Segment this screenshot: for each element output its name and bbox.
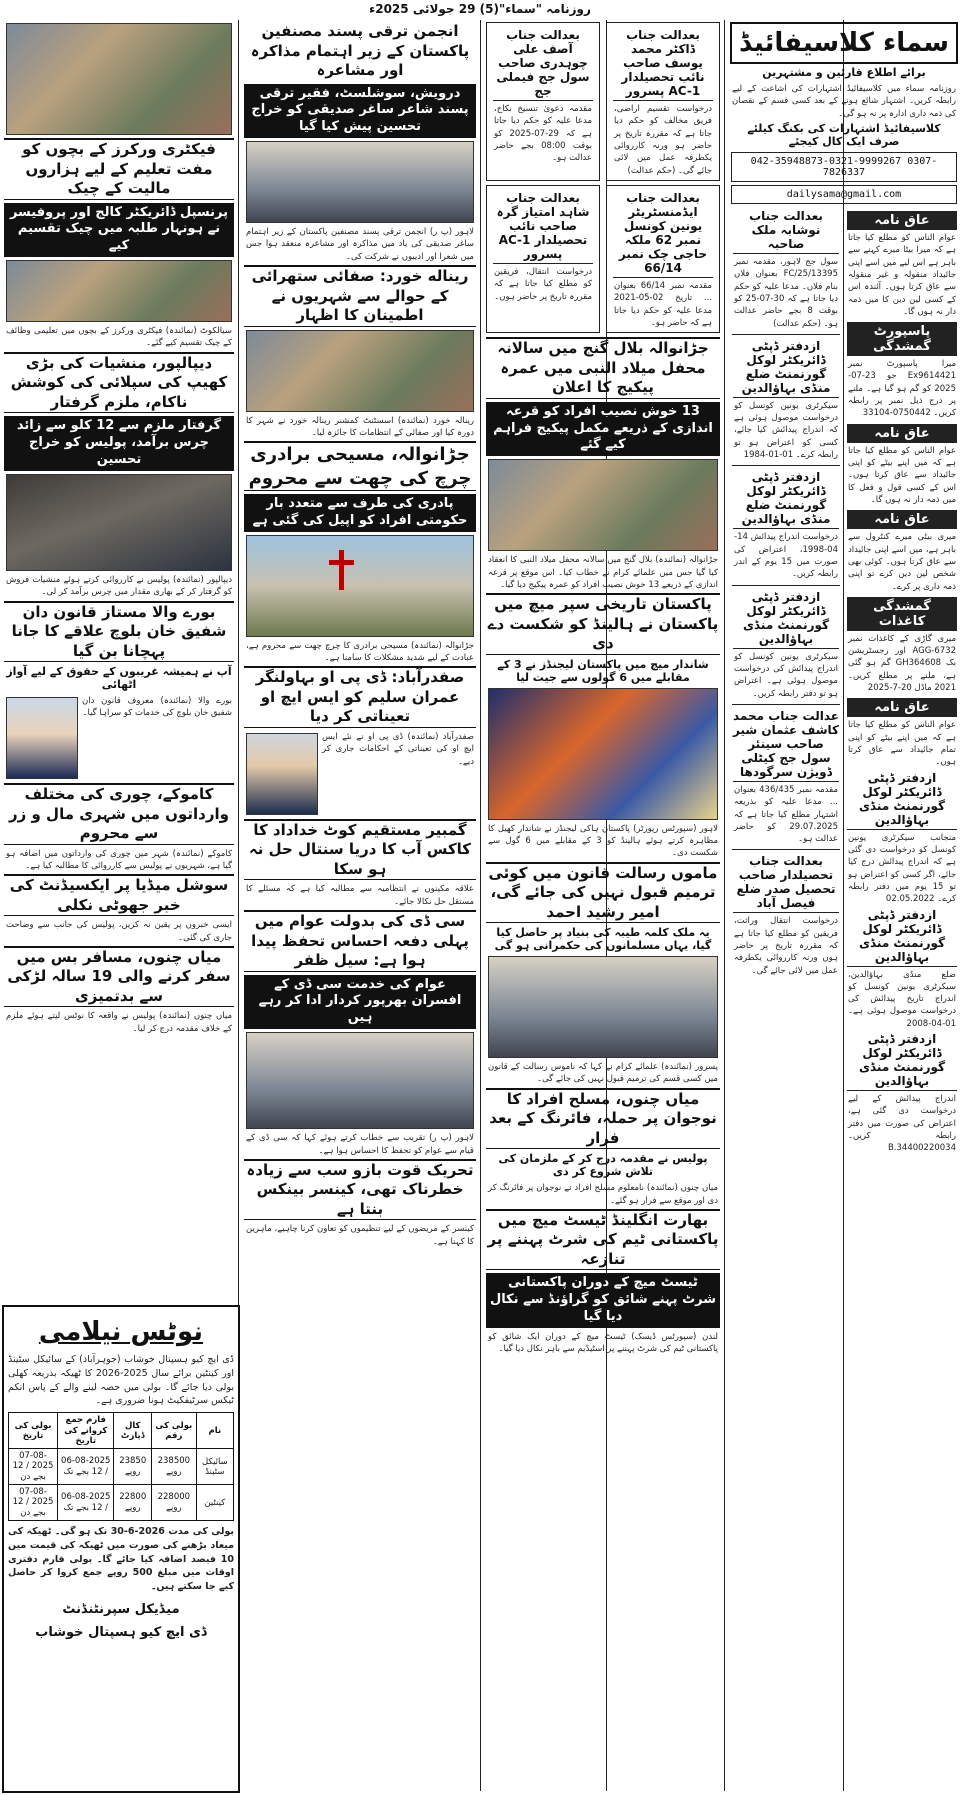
news-headline: انجمن ترقی پسند مصنفین پاکستان کے زیر اہتمام مذاکرہ اور مشاعرہ <box>250 22 470 79</box>
news-subheadline: 13 خوش نصیب افراد کو قرعہ اندازی کے ذریعے مکمل پیکیج فراہم کیے گئے <box>486 402 720 457</box>
notice-body: اندراج پیدائش کے لیے درخواست دی گئی ہے، اعتراض کی صورت میں دفتر رابطہ کریں۔ B.34400220034 <box>848 1094 956 1154</box>
notice-body: ضلع منڈی بہاؤالدین، سیکرٹری یونین کونسل کو اندراج تاریخ پیدائش کی درخواست موصول ہوئی ہے۔ 01-04-2008 <box>848 969 956 1029</box>
news-photo <box>246 1032 474 1129</box>
classified-title: سماء کلاسیفائیڈ <box>730 22 958 64</box>
notice-tag: عاق نامہ <box>847 698 957 717</box>
church-photo <box>246 535 474 637</box>
notice-column-right <box>844 207 960 1155</box>
news-body: علاقہ مکینوں نے انتظامیہ سے مطالبہ کیا ہے کہ مسئلے کا مستقل حل نکالا جائے۔ <box>246 884 474 907</box>
classified-subtitle: برائے اطلاع قارئین و مشتہرین <box>762 66 926 79</box>
news-body: ایسی خبروں پر یقین نہ کریں، پولیس کی جانب سے وضاحت جاری کی گئی۔ <box>6 920 232 943</box>
table-header: بولی کی تاریخ <box>9 1413 58 1449</box>
notice-heading: ازدفتر ڈپٹی ڈائریکٹر لوکل گورنمنٹ ضلع منڈی بہاؤالدین <box>733 470 839 529</box>
table-header: کال ڈپازٹ <box>114 1413 151 1449</box>
classified-phone: 042-35948873-0321-9999267 0307-7826337 <box>731 152 957 182</box>
notice-body: عوام الناس کو مطلع کیا جاتا ہے کہ میں اپنے بیٹے کو اپنی جائیداد سے عاق کرتا ہوں۔ اس کے کسی قول و فعل کا میں ذمہ دار نہ ہوں گا۔ <box>848 445 956 505</box>
news-body: لاہور (پ ر) انجمن ترقی پسند مصنفین پاکستان کے زیر اہتمام ساغر صدیقی کی یاد میں مذاکرہ اور مشاعرہ منعقد ہوا جس میں شعرا اور ادیبوں نے شرکت کی۔ <box>246 227 474 262</box>
news-subheadline: پادری کی طرف سے متعدد بار حکومتی افراد کو اپیل کی گئی ہے <box>244 494 476 532</box>
notice-heading: بعدالت جناب نوشابہ ملک صاحبہ <box>733 209 839 254</box>
notice-heading: ازدفتر ڈپٹی ڈائریکٹر لوکل گورنمنٹ منڈی بہاؤالدین <box>847 908 957 967</box>
notice-body: سیکرٹری یونین کونسل کو درخواست موصول ہوئی ہے کہ اندراج پیدائش کیا جائے، کسی کو اعتراض ہو تو رابطہ کرے۔ 01-01-1984 <box>734 400 838 461</box>
news-headline: پاکستان تاریخی سپر میچ میں پاکستان نے ہالینڈ کو شکست دے دی <box>486 593 720 655</box>
court-body: مقدمہ نمبر 66/14 بعنوان ... تاریخ 02-05-2021 مدعا علیہ کو حکم دیا جاتا ہے کہ حاضر ہو۔ <box>614 280 712 328</box>
news-headline: میاں چنوں، مسافر بس میں سفر کرنے والی 19 سالہ لڑکی سے بدتمیزی <box>4 946 234 1008</box>
news-body: لاہور (پ ر) تقریب سے خطاب کرتے ہوئے کہا کہ سی ڈی کے قیام سے عوام کو تحفظ کا احساس ہوا ہے۔ <box>246 1133 474 1156</box>
table-cell: 228000 روپے <box>151 1485 196 1521</box>
news-subheadline: پرنسپل ڈائریکٹر کالج اور پروفیسر نے ہونہار طلبہ میں چیک تقسیم کیے <box>4 203 234 258</box>
notice-body: میرا پاسپورٹ نمبر Ex9614421 جو 23-07-2025 کو گم ہو گیا ہے۔ ملنے پر درج ذیل نمبر پر رابطہ کریں۔ 0750442-33104 <box>848 359 956 419</box>
notice-body: میری گاڑی کے کاغذات نمبر AGG-6732 اور رجسٹریشن بک GH364608 گم ہو گئی ہے، ملنے پر مطلع کریں۔ 2021 ماڈل 20-7-2025 <box>848 633 956 694</box>
court-notice <box>606 185 720 333</box>
auction-terms: بولی کی مدت 2026-6-30 تک ہو گی۔ ٹھیکہ کی میعاد بڑھنے کی صورت میں ٹھیکہ کی قیمت میں 10 فیصد اضافہ کیا جائے گا۔ بولی فارم دفتری اوقات میں مبلغ 500 روپے جمع کروا کر حاصل کیے جا سکتے ہیں۔ <box>8 1526 235 1593</box>
officer-photo <box>246 733 318 815</box>
news-headline: ماموں رسالت قانون میں کوئی ترمیم قبول نہیں کی جائے گی، امیر رشید احمد <box>486 862 720 924</box>
news-headline: جڑانوالہ، مسیحی برادری چرچ کی چھت سے محروم <box>244 441 476 491</box>
news-headline: بورے والا مستاز قانون دان شفیق خان بلوچ علاقے کا جانا پہچانا بن گیا <box>4 601 234 663</box>
table-cell: 06-08-2025 / 12 بجے تک <box>58 1485 114 1521</box>
classified-contact-label: کلاسیفائیڈ اشتہارات کی بکنگ کیلئے صرف ایک کال کیجئے <box>747 121 941 148</box>
court-notice <box>606 22 720 181</box>
table-row <box>9 1449 234 1485</box>
news-body: صفدرآباد (نمائندہ) ڈی پی او نے نئے ایس ایچ او کی تعیناتی کے احکامات جاری کر دیے۔ <box>322 731 474 767</box>
news-photo <box>488 956 718 1058</box>
notice-body: مقدمہ نمبر 436/435 بعنوان ... مدعا علیہ کو بذریعہ اشتہار مطلع کیا جاتا ہے کہ 29.07.2025 کو حاضر عدالت ہو۔ <box>734 784 838 845</box>
court-notice <box>486 185 600 333</box>
news-headline: سی ڈی کی بدولت عوام میں پہلی دفعہ احساس تحفظ پیدا ہوا ہے: سیل ظفر <box>244 910 476 972</box>
auction-intro: ڈی ایچ کیو ہسپتال خوشاب (جوہرآباد) کے سائیکل سٹینڈ اور کینٹین برائے سال 2025-2026 کا ٹھیکہ بذریعہ کھلی بولی دیا جائے گا۔ بولی میں حصہ لینے والے کے پاس انکم ٹیکس سرٹیفکیٹ ہونا ضروری ہے۔ <box>8 1354 234 1407</box>
classified-column <box>728 20 960 1791</box>
news-subheadline: یہ ملک کلمہ طیبہ کی بنیاد پر حاصل کیا گیا، یہاں مسلمانوں کی حکمرانی ہو گی <box>494 926 712 953</box>
court-notice <box>486 22 600 181</box>
court-title: بعدالت جناب شاہد امتیاز گرہ صاحب نائب تحصیلدار AC-1 پسرور <box>493 191 593 264</box>
news-body: دیپالپور (نمائندہ) پولیس نے کارروائی کرتے ہوئے منشیات فروش کو گرفتار کر کے بھاری مقدار میں چرس برآمد کر لی۔ <box>6 574 232 598</box>
news-headline: تحریک قوت بازو سب سے زیادہ خطرناک تھی، کینسر بینکس بنتا ہے <box>244 1159 476 1221</box>
news-subheadline: ٹیسٹ میچ کے دوران پاکستانی شرٹ پہنے شائق کو گراؤنڈ سے نکال دیا گیا <box>486 1273 720 1328</box>
notice-column-left <box>730 207 842 1155</box>
news-headline: ریناله خورد: صفائی ستھرائی کے حوالے سے شہریوں نے اطمینان کا اظہار <box>244 265 476 327</box>
news-headline: سوشل میڈیا پر ایکسیڈنٹ کی خبر جھوٹی نکلی <box>4 874 234 916</box>
news-photo <box>246 141 474 223</box>
news-body: میاں چنوں (نمائندہ) نامعلوم مسلح افراد نے نوجوان پر فائرنگ کر دی اور موقع سے فرار ہو گئے۔ <box>488 1183 718 1206</box>
news-body: جڑانوالہ (نمائندہ) مسیحی برادری کا چرچ چھت سے محروم ہے، عبادت کے لیے شدید مشکلات کا سامنا ہے۔ <box>246 640 474 664</box>
news-column-3 <box>484 20 722 1791</box>
news-photo <box>6 23 232 135</box>
news-body: جڑانوالہ (نمائندہ) بلال گنج میں سالانہ محفل میلاد النبی کا انعقاد کیا گیا جس میں علمائے کرام نے خطاب کیا۔ اس موقع پر قرعہ اندازی کے ذریعے 13 خوش نصیب افراد کو عمرہ پیکیج دیا گیا۔ <box>488 555 718 590</box>
notice-body: عوام الناس کو مطلع کیا جاتا ہے کہ میرا بیٹا میرے کہنے سے باہر ہے اس لیے میں اسے اپنی جائیداد منقولہ و غیر منقولہ سے عاق کرتا ہوں۔ آئندہ اس کے کسی لین دین کا میں ذمہ دار نہ ہوں گا۔ <box>848 232 956 317</box>
news-subheadline: درویش، سوشلسٹ، فقیر ترقی پسند شاعر ساغر صدیقی کو خراج تحسین پیش کیا گیا <box>244 84 476 139</box>
news-body: کاموکے (نمائندہ) شہر میں چوری کی وارداتوں میں اضافہ ہو گیا ہے، شہریوں نے پولیس سے کارروائی کا مطالبہ کیا ہے۔ <box>6 848 232 871</box>
news-headline: صفدرآباد: ڈی پی او بہاولنگر عمران سلیم کو ایس ایچ او تعیناتی کر دیا <box>244 666 476 728</box>
table-cell: 22800 روپے <box>114 1485 151 1521</box>
notice-body: عوام الناس کو مطلع کیا جاتا ہے کہ میں اپنے بیٹے کو اپنی تمام جائیداد سے عاق کرتا ہوں۔ <box>848 720 956 768</box>
court-title: بعدالت جناب ڈاکٹر محمد یوسف صاحب نائب تحصیلدار AC-1 پسرور <box>613 28 713 101</box>
news-photo <box>246 330 474 412</box>
news-body: میاں چنوں (نمائندہ) پولیس نے واقعہ کا نوٹس لیتے ہوئے ملزم کے خلاف مقدمہ درج کر لیا۔ <box>6 1011 232 1034</box>
notice-tag: گمشدگی کاغذات <box>847 597 957 631</box>
notice-heading: ازدفتر ڈپٹی ڈائریکٹر لوکل گورنمنٹ ضلع منڈی بہاؤالدین <box>733 339 839 398</box>
news-body: لاہور (سپورٹس رپورٹر) پاکستان ہاکی لیجنڈز نے شاندار کھیل کا مظاہرہ کرتے ہوئے ہالینڈ کو 3 کے مقابلے میں 6 گول سے شکست دی۔ <box>488 823 718 859</box>
table-header: نام <box>196 1413 233 1449</box>
court-title: بعدالت جناب ایڈمنسٹریٹر یونین کونسل نمبر 62 ملکہ حاجی چک نمبر 66/14 <box>613 191 713 278</box>
news-column-4 <box>242 20 478 1791</box>
news-subheadline: عوام کی خدمت سی ڈی کے افسران بھرپور کردار ادا کر رہے ہیں <box>244 975 476 1030</box>
notice-body: درخواست انتقال وراثت، فریقین کو مطلع کیا جاتا ہے کہ مقررہ تاریخ پر حاضر ہوں ورنہ کارروائی یکطرفہ عمل میں لائی جائے گی۔ <box>734 916 838 976</box>
classified-email: dailysama@gmail.com <box>731 185 957 204</box>
table-cell: 23850 روپے <box>114 1449 151 1485</box>
news-headline: میاں چنوں، مسلح افراد کا نوجوان پر حملہ، فائرنگ کے بعد فرار <box>486 1088 720 1150</box>
lawyer-photo <box>6 697 78 779</box>
notice-heading: عدالت جناب محمد کاشف عثمان شیر صاحب سینئر سول جج کیٹلی ڈویژن سرگودھا <box>733 709 839 782</box>
news-subheadline: آپ نے ہمیشہ غریبوں کے حقوق کے لیے آواز اٹھائی <box>6 665 232 692</box>
news-subheadline: شاندار میچ میں پاکستان لیجنڈز نے 3 کے مقابلے میں 6 گولوں سے جیت لیا <box>497 657 709 684</box>
table-header: بولی کی رقم <box>151 1413 196 1449</box>
notice-body: درخواست اندراج پیدائش 14-04-1998، اعتراض کی صورت میں 15 یوم کے اندر رابطہ کریں۔ <box>734 532 838 580</box>
auction-table <box>8 1412 234 1521</box>
auction-signatory-office: ڈی ایچ کیو ہسپتال خوشاب <box>35 1624 207 1640</box>
court-body: درخواست انتقال، فریقین کو مطلع کیا جاتا ہے کہ مقررہ تاریخ پر حاضر ہوں۔ <box>494 266 592 302</box>
news-headline: فیکٹری ورکرز کے بچوں کو مفت تعلیم کے لیے ہزاروں مالیت کے چیک <box>4 138 234 200</box>
table-header-row <box>9 1413 234 1449</box>
news-subheadline: گرفتار ملزم سے 12 کلو سے زائد چرس برآمد، پولیس کو خراج تحسین <box>4 416 234 471</box>
table-cell: 07-08-2025 / 12 بجے دن <box>9 1485 58 1521</box>
notice-body: میری بیٹی میرے کنٹرول سے باہر ہے، میں اسے اپنی جائیداد سے عاق کرتا ہوں۔ کوئی بھی شخص لین دین کرے تو اپنی ذمہ داری پر کرے۔ <box>848 532 956 592</box>
table-cell: 238500 روپے <box>151 1449 196 1485</box>
auction-notice <box>2 1305 240 1793</box>
notice-tag: عاق نامہ <box>847 510 957 529</box>
auction-signatory: میڈیکل سپرنٹنڈنٹ <box>62 1601 180 1617</box>
news-headline: بھارت انگلینڈ ٹیسٹ میچ میں پاکستانی ٹیم کی شرٹ پہننے پر تنازعہ <box>486 1209 720 1271</box>
table-cell: سائیکل سٹینڈ <box>196 1449 233 1485</box>
news-headline: دیپالپور، منشیات کی بڑی کھیپ کی سپلائی کی کوشش ناکام، ملزم گرفتار <box>4 352 234 414</box>
news-body: سیالکوٹ (نمائندہ) فیکٹری ورکرز کے بچوں میں تعلیمی وظائف کے چیک تقسیم کیے گئے۔ <box>6 326 232 349</box>
table-cell: کینٹین <box>196 1485 233 1521</box>
column-divider <box>480 20 481 1791</box>
news-body: کینسر کے مریضوں کے لیے تنظیموں کو تعاون کرنا چاہیے، ماہرین کا کہنا ہے۔ <box>246 1224 474 1247</box>
table-header: فارم جمع کروانے کی تاریخ <box>58 1413 114 1449</box>
news-subheadline: پولیس نے مقدمہ درج کر کے ملزمان کی تلاش شروع کر دی <box>498 1152 708 1179</box>
news-headline: کاموکے، چوری کی مختلف وارداتوں میں شہری مال و زر سے محروم <box>4 783 234 845</box>
notice-heading: بعدالت جناب تحصیلدار صاحب تحصیل صدر ضلع فیصل آباد <box>733 854 839 913</box>
news-body: لندن (سپورٹس ڈیسک) ٹیسٹ میچ کے دوران ایک شائق کو پاکستانی ٹیم کی شرٹ پہننے پر اسٹیڈیم سے باہر نکال دیا گیا۔ <box>488 1332 718 1355</box>
notice-tag: عاق نامہ <box>847 211 957 230</box>
column-divider <box>724 20 725 1791</box>
classified-intro: روزنامہ سماء میں کلاسیفائیڈ اشتہارات کی اشاعت کے لیے رابطہ کریں۔ اشتہار شائع ہونے کے بعد کسی قسم کے نقصان کی ذمہ داری ادارہ پر نہ ہو گی۔ <box>732 84 956 119</box>
news-photo <box>488 688 718 820</box>
cross-icon <box>327 550 357 590</box>
news-column-5 <box>2 20 236 1301</box>
notice-heading: ازدفتر ڈپٹی ڈائریکٹر لوکل گورنمنٹ منڈی بہاؤالدین <box>847 1032 957 1091</box>
news-headline: گمبیر مستقیم کوٹ خداداد کا کاکس آب کا دریا سنتال حل نہ ہو سکا <box>244 819 476 881</box>
news-body: پسرور (نمائندہ) علمائے کرام نے کہا کہ ناموس رسالت کے قانون میں کسی قسم کی ترمیم قبول نہیں کی جائے گی۔ <box>488 1062 718 1085</box>
court-title: بعدالت جناب آصف علی چوہدری صاحب سول جج فیملی جج <box>493 28 593 101</box>
notice-heading: ازدفتر ڈپٹی ڈائریکٹر لوکل گورنمنٹ منڈی بہاؤالدین <box>847 771 957 830</box>
notice-tag: عاق نامہ <box>847 424 957 443</box>
notice-tag: پاسپورٹ گمشدگی <box>847 322 957 356</box>
table-cell: 06-08-2025 / 12 بجے تک <box>58 1449 114 1485</box>
news-photo <box>6 260 232 322</box>
news-body: بورے والا (نمائندہ) معروف قانون دان شفیق خان بلوچ کی خدمات کو سراہا گیا۔ <box>82 696 232 719</box>
table-cell: 07-08-2025 / 12 بجے دن <box>9 1449 58 1485</box>
news-headline: جڑانوالہ بلال گنج میں سالانہ محفل میلاد النبی میں عمرہ پیکیج کا اعلان <box>486 337 720 399</box>
news-photo <box>6 474 232 571</box>
news-body: رینالہ خورد (نمائندہ) اسسٹنٹ کمشنر رینالہ خورد نے شہر کا دورہ کیا اور صفائی کے انتظامات کا جائزہ لیا۔ <box>246 415 474 438</box>
auction-title: نوٹس نیلامی <box>38 1317 204 1347</box>
court-body: مقدمہ دعویٰ تنسیخ نکاح، مدعا علیہ کو حکم دیا جاتا ہے کہ 29-07-2025 کو بوقت 08:00 بجے حاضر عدالت ہو۔ <box>494 104 592 164</box>
notice-heading: ازدفتر ڈپٹی ڈائریکٹر لوکل گورنمنٹ منڈی بہاؤالدین <box>733 590 839 649</box>
table-row <box>9 1485 234 1521</box>
court-body: درخواست تقسیم اراضی، فریق مخالف کو حکم دیا جاتا ہے کہ مقررہ تاریخ پر حاضر ہو ورنہ کارروائی یکطرفہ عمل میں لائی جائے گی۔ (حکم عدالت) <box>614 104 712 176</box>
notice-body: سول جج لاہور، مقدمہ نمبر 13395/FC/25 بعنوان فلاں بنام فلاں۔ مدعا علیہ کو حکم دیا جاتا ہے کہ 30-07-25 کو بوقت 8 بجے حاضر عدالت ہو۔ (حکم عدالت) <box>734 256 838 329</box>
notice-body: منجانب سیکرٹری یونین کونسل کو درخواست دی گئی ہے کہ اندراج پیدائش درج کیا جائے، اگر کسی کو اعتراض ہو تو 15 یوم میں دفتر رابطہ کرے۔ 02.05.2022 <box>848 832 956 905</box>
notice-body: سیکرٹری یونین کونسل کو اندراج پیدائش کی درخواست موصول ہوئی ہے۔ اعتراض ہو تو دفتر رابطہ کریں۔ <box>734 651 838 699</box>
masthead: روزنامہ "سماء"(5) 29 جولائی 2025ء <box>369 2 591 16</box>
news-photo <box>488 459 718 551</box>
